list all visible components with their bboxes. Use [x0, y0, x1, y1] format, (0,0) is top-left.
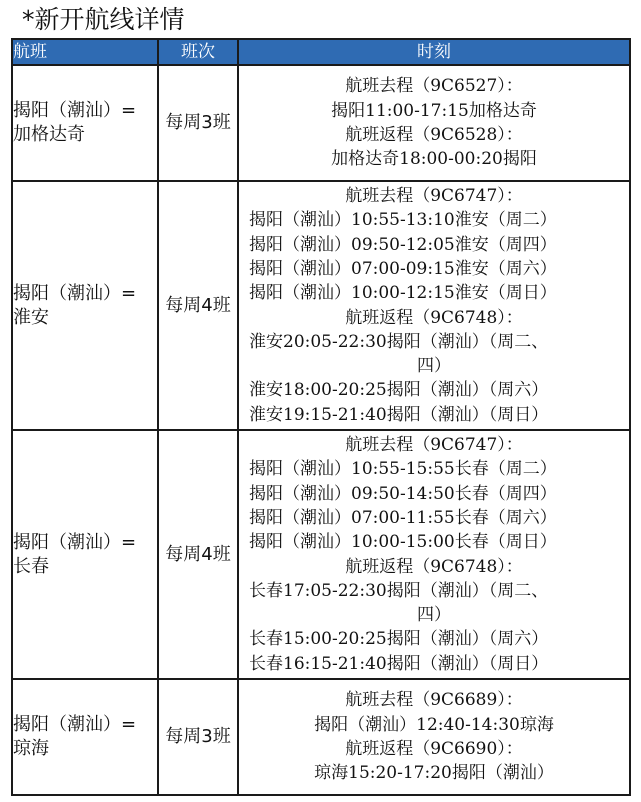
- schedule-line: 揭阳（潮汕）10:00-12:15淮安（周日）: [249, 283, 557, 304]
- frequency-cell: 每周3班: [158, 679, 238, 795]
- schedule-cell: [238, 430, 630, 679]
- schedule-line: 航班返程（9C6690）：: [345, 739, 523, 759]
- route-cell: [12, 430, 158, 679]
- schedule-line: 淮安18:00-20:25揭阳（潮汕）（周六）: [249, 380, 549, 401]
- schedule-line: 琼海15:20-17:20揭阳（潮汕）: [314, 763, 554, 784]
- schedule-line: 揭阳（潮汕）10:55-13:10淮安（周二）: [249, 210, 557, 231]
- schedule-line: 加格达奇18:00-00:20揭阳: [331, 149, 537, 170]
- frequency-cell: 每周4班: [158, 181, 238, 430]
- schedule-cell: [238, 679, 630, 795]
- routes-table: [11, 38, 631, 796]
- route-origin: 揭阳（潮汕）=: [13, 531, 137, 553]
- schedule-line: 航班返程（9C6748）：: [345, 307, 523, 328]
- schedule-cell: [238, 181, 630, 430]
- table-row: [12, 430, 630, 679]
- route-origin: 揭阳（潮汕）=: [13, 282, 137, 304]
- schedule-line: 长春17:05-22:30揭阳（潮汕）（周二、: [249, 580, 549, 601]
- route-destination: 淮安: [13, 306, 49, 328]
- schedule-line: 揭阳（潮汕）07:00-11:55长春（周六）: [249, 507, 557, 528]
- schedule-line: 航班返程（9C6528）：: [345, 125, 523, 145]
- schedule-line: 航班去程（9C6527）：: [345, 76, 523, 97]
- schedule-line: 揭阳（潮汕）09:50-12:05淮安（周四）: [249, 234, 557, 255]
- header-schedule: 时刻: [238, 39, 630, 65]
- schedule-line: 航班去程（9C6689）：: [345, 690, 523, 711]
- schedule-cell: [238, 65, 630, 181]
- route-destination: 长春: [13, 555, 49, 577]
- route-cell: [12, 65, 158, 181]
- schedule-line: 揭阳（潮汕）09:50-14:50长春（周四）: [249, 483, 557, 504]
- table-row: [12, 65, 630, 181]
- schedule-line: 淮安20:05-22:30揭阳（潮汕）（周二、: [249, 331, 549, 352]
- schedule-line: 淮安19:15-21:40揭阳（潮汕）（周日）: [249, 404, 549, 425]
- schedule-line: 航班去程（9C6747）：: [345, 186, 523, 207]
- header-frequency: 班次: [158, 39, 238, 65]
- route-origin: 揭阳（潮汕）=: [13, 100, 137, 121]
- schedule-line: 航班返程（9C6748）：: [345, 556, 523, 577]
- frequency-cell: 每周4班: [158, 430, 238, 679]
- header-row: [12, 39, 630, 65]
- table-row: [12, 679, 630, 795]
- schedule-line: 揭阳11:00-17:15加格达奇: [331, 100, 537, 121]
- schedule-line: 揭阳（潮汕）10:00-15:00长春（周日）: [249, 532, 557, 553]
- route-destination: 加格达奇: [13, 124, 85, 145]
- frequency-cell: 每周3班: [158, 65, 238, 181]
- schedule-line: 航班去程（9C6747）：: [345, 435, 523, 456]
- route-origin: 揭阳（潮汕）=: [13, 714, 137, 735]
- schedule-line: 长春16:15-21:40揭阳（潮汕）（周日）: [249, 653, 549, 674]
- schedule-line: 四）: [417, 605, 451, 626]
- header-route: 航班: [12, 39, 158, 65]
- table-row: [12, 181, 630, 430]
- schedule-line: 揭阳（潮汕）12:40-14:30琼海: [314, 714, 554, 735]
- route-cell: [12, 679, 158, 795]
- schedule-line: 四）: [417, 356, 451, 377]
- schedule-line: 揭阳（潮汕）10:55-15:55长春（周二）: [249, 459, 557, 480]
- route-cell: [12, 181, 158, 430]
- schedule-line: 长春15:00-20:25揭阳（潮汕）（周六）: [249, 629, 549, 650]
- route-destination: 琼海: [13, 738, 49, 759]
- schedule-line: 揭阳（潮汕）07:00-09:15淮安（周六）: [249, 258, 557, 279]
- page-title: *新开航线详情: [22, 5, 185, 34]
